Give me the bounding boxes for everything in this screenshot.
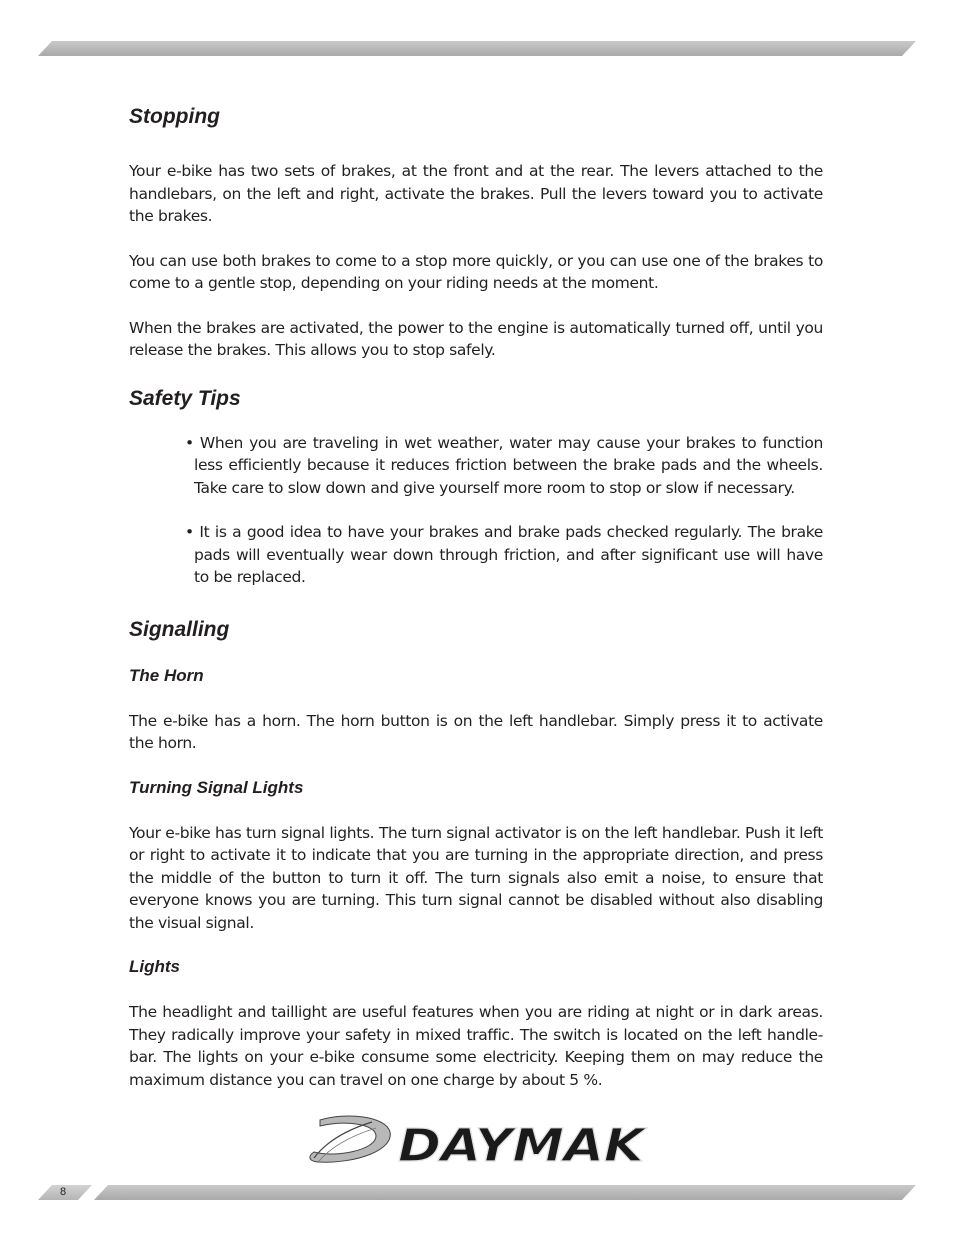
page-number: 8 [60,1186,67,1198]
horn-paragraph: The e-bike has a horn. The horn button is on the left handlebar. Simply press it to activate the horn. [129,711,823,752]
safety-tips-list [185,432,823,589]
subsection-title-turning-signal-lights: Turning Signal Lights [129,777,304,797]
footer-decorative-bar [94,1185,916,1200]
section-title-stopping: Stopping [129,105,220,128]
daymak-logo-text: DAYMAK [398,1119,648,1168]
stopping-paragraph-3: When the brakes are activated, the power to the engine is automatically turned off, until you release the brakes. This allows you to stop safely. [129,318,823,359]
safety-tip-item: • When you are traveling in wet weather, water may cause your brakes to function less efficiently because it reduces friction between the brake pads and the wheels. Take care to slow down and give yourself more room to stop or slow if necessary. [185,433,823,497]
subsection-title-lights: Lights [129,957,180,976]
header-decorative-bar [38,41,916,56]
safety-tip-item: • It is a good idea to have your brakes and brake pads checked regularly. The brake pads will eventually wear down through friction, and after significant use will have to be replaced. [185,523,823,586]
subsection-title-horn: The Horn [129,665,204,685]
section-title-signalling: Signalling [129,617,230,641]
page-content [129,104,823,1091]
stopping-paragraph-1: Your e-bike has two sets of brakes, at the front and at the rear. The levers attached to the handlebars, on the left and right, activate the brakes. Pull the levers toward you to activate the brakes. [129,162,823,225]
lights-paragraph: The headlight and taillight are useful features when you are riding at night or in dark areas. They radically improve your safety in mixed traffic. The switch is located on the left handle-bar. The lights on your e-bike consume some electricity. Keeping them on may reduce the maximum distance you can travel on one charge by about 5 %. [129,1003,823,1089]
section-title-safety-tips: Safety Tips [129,386,241,410]
turning-signal-paragraph: Your e-bike has turn signal lights. The turn signal activator is on the left handlebar. Push it left or right to activate it to indicate that you are turning in the appropriate direction, and press the middle of the button to turn it off. The turn signals also emit a noise, to ensure that everyone knows you are turning. This turn signal cannot be disabled without also disabling the visual signal. [129,823,823,932]
stopping-paragraph-2: You can use both brakes to come to a stop more quickly, or you can use one of the brakes to come to a gentle stop, depending on your riding needs at the moment. [129,251,823,292]
daymak-logo [306,1112,648,1168]
